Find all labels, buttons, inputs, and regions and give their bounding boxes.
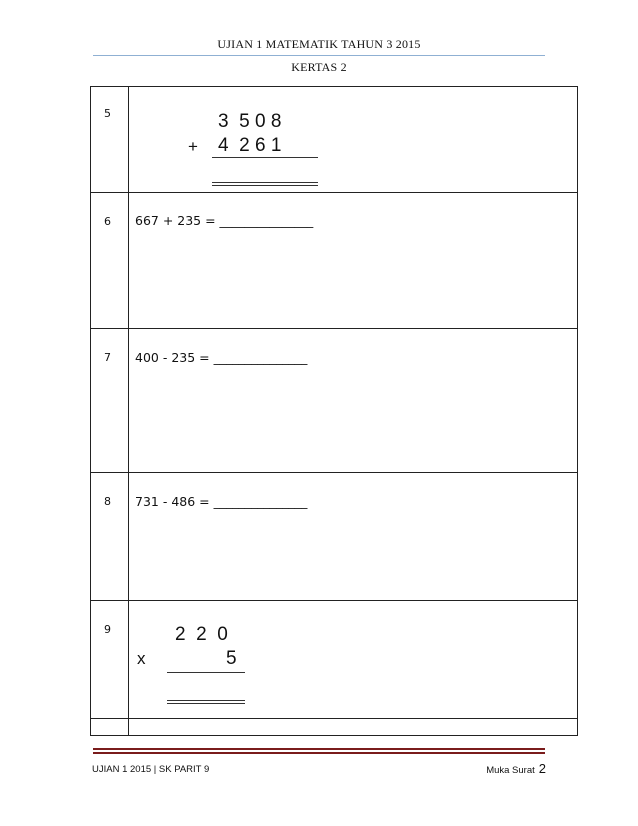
question-number: 7 bbox=[104, 351, 111, 364]
addend-top: 3 5 0 8 bbox=[218, 111, 282, 132]
question-number: 9 bbox=[104, 623, 111, 636]
question-number: 8 bbox=[104, 495, 111, 508]
row-divider bbox=[90, 328, 578, 329]
question-equation: 731 - 486 = _______________ bbox=[135, 494, 308, 509]
answer-line-1 bbox=[167, 700, 245, 701]
addend-bottom: 4 2 6 1 bbox=[218, 135, 282, 156]
question-equation: 667 + 235 = _______________ bbox=[135, 213, 314, 228]
question-equation: 400 - 235 = _______________ bbox=[135, 350, 308, 365]
working-line bbox=[212, 157, 318, 158]
footer-page bbox=[486, 761, 546, 776]
footer-rule bbox=[93, 752, 545, 754]
row-divider bbox=[90, 472, 578, 473]
footer-rule bbox=[93, 748, 545, 750]
page-label: Muka Surat bbox=[486, 765, 535, 776]
question-number: 6 bbox=[104, 215, 111, 228]
row-divider bbox=[90, 718, 578, 719]
table-border-bottom bbox=[90, 735, 578, 736]
multiplier: 5 bbox=[226, 648, 237, 669]
row-divider bbox=[90, 192, 578, 193]
question-number: 5 bbox=[104, 107, 111, 120]
multiplicand: 2 2 0 bbox=[175, 624, 228, 645]
answer-line-2 bbox=[212, 185, 318, 186]
table-border-left bbox=[90, 86, 91, 736]
row-divider bbox=[90, 600, 578, 601]
document-title: UJIAN 1 MATEMATIK TAHUN 3 2015 bbox=[217, 37, 421, 51]
page-number: 2 bbox=[538, 761, 546, 776]
footer-school: UJIAN 1 2015 | SK PARIT 9 bbox=[92, 764, 210, 775]
answer-line-2 bbox=[167, 703, 245, 704]
operator-plus: + bbox=[188, 137, 198, 156]
operator-times: x bbox=[137, 649, 146, 668]
question-table bbox=[90, 86, 578, 736]
table-border-right bbox=[577, 86, 578, 736]
table-column-divider bbox=[128, 86, 129, 736]
working-line bbox=[167, 672, 245, 673]
document-subtitle: KERTAS 2 bbox=[291, 60, 347, 74]
header-divider bbox=[93, 55, 545, 56]
table-border-top bbox=[90, 86, 578, 87]
answer-line-1 bbox=[212, 182, 318, 183]
